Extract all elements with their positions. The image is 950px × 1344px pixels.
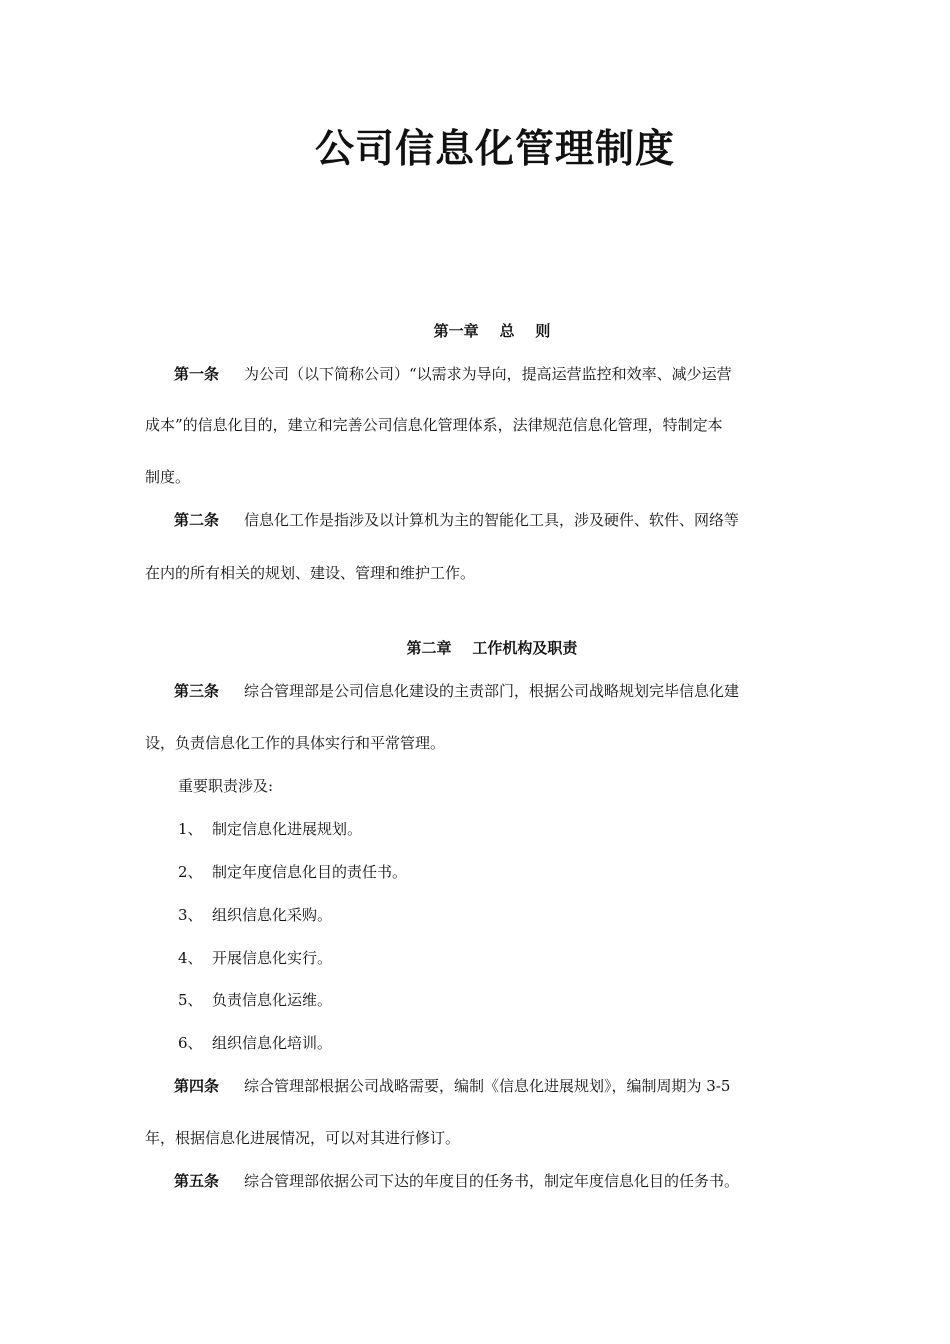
- duty-item-text: 开展信息化实行。: [212, 949, 333, 967]
- article-4-text-1: 综合管理部根据公司战略需要，编制《信息化进展规划》，编制周期为 3-5: [244, 1077, 731, 1095]
- duty-item-text: 制定信息化进展规划。: [212, 820, 363, 838]
- article-1-text-1: 为公司（以下简称公司）“以需求为导向，提高运营监控和效率、减少运营: [244, 365, 732, 383]
- duty-item: [178, 817, 362, 841]
- duty-item: [178, 946, 332, 970]
- article-5-label: 第五条: [174, 1172, 220, 1190]
- article-1-line-2: 成本”的信息化目的，建立和完善公司信息化管理体系，法律规范信息化管理，特制定本: [145, 416, 723, 434]
- duties-intro: 重要职责涉及:: [178, 777, 274, 795]
- duty-item-text: 负责信息化运维。: [212, 991, 333, 1009]
- duty-item-number: 1、: [178, 820, 203, 838]
- duty-item-number: 2、: [178, 863, 203, 881]
- duty-item-number: 6、: [178, 1034, 203, 1052]
- article-2-line-2: 在内的所有相关的规划、建设、管理和维护工作。: [145, 564, 476, 582]
- article-1-label: 第一条: [174, 365, 220, 383]
- duty-item-text: 制定年度信息化目的责任书。: [212, 863, 408, 881]
- document-title: 公司信息化管理制度: [314, 127, 675, 172]
- duty-item-text: 组织信息化培训。: [212, 1034, 333, 1052]
- duty-item: [178, 988, 332, 1012]
- article-3-line-2: 设，负责信息化工作的具体实行和平常管理。: [145, 734, 446, 752]
- article-4-line-1: [174, 1074, 730, 1098]
- article-5-line-1: [174, 1169, 739, 1193]
- article-3-text-1: 综合管理部是公司信息化建设的主责部门，根据公司战略规划完毕信息化建: [244, 682, 740, 700]
- duty-item-number: 5、: [178, 991, 203, 1009]
- article-2-line-1: [174, 508, 739, 532]
- article-1-line-1: [174, 362, 732, 386]
- duty-item: [178, 903, 332, 927]
- article-1-line-3: 制度。: [145, 468, 191, 486]
- article-4-label: 第四条: [174, 1077, 220, 1095]
- chapter-2-heading: 第二章 工作机构及职责: [406, 639, 578, 657]
- article-4-line-2: 年，根据信息化进展情况，可以对其进行修订。: [145, 1129, 461, 1147]
- duty-item: [178, 1031, 332, 1055]
- duty-item-text: 组织信息化采购。: [212, 906, 333, 924]
- article-2-label: 第二条: [174, 511, 220, 529]
- duty-item: [178, 860, 407, 884]
- article-5-text-1: 综合管理部依据公司下达的年度目的任务书，制定年度信息化目的任务书。: [244, 1172, 740, 1190]
- duty-item-number: 3、: [178, 906, 203, 924]
- article-3-label: 第三条: [174, 682, 220, 700]
- chapter-1-heading: 第一章 总 则: [433, 322, 551, 340]
- article-2-text-1: 信息化工作是指涉及以计算机为主的智能化工具，涉及硬件、软件、网络等: [244, 511, 740, 529]
- duty-item-number: 4、: [178, 949, 203, 967]
- article-3-line-1: [174, 679, 739, 703]
